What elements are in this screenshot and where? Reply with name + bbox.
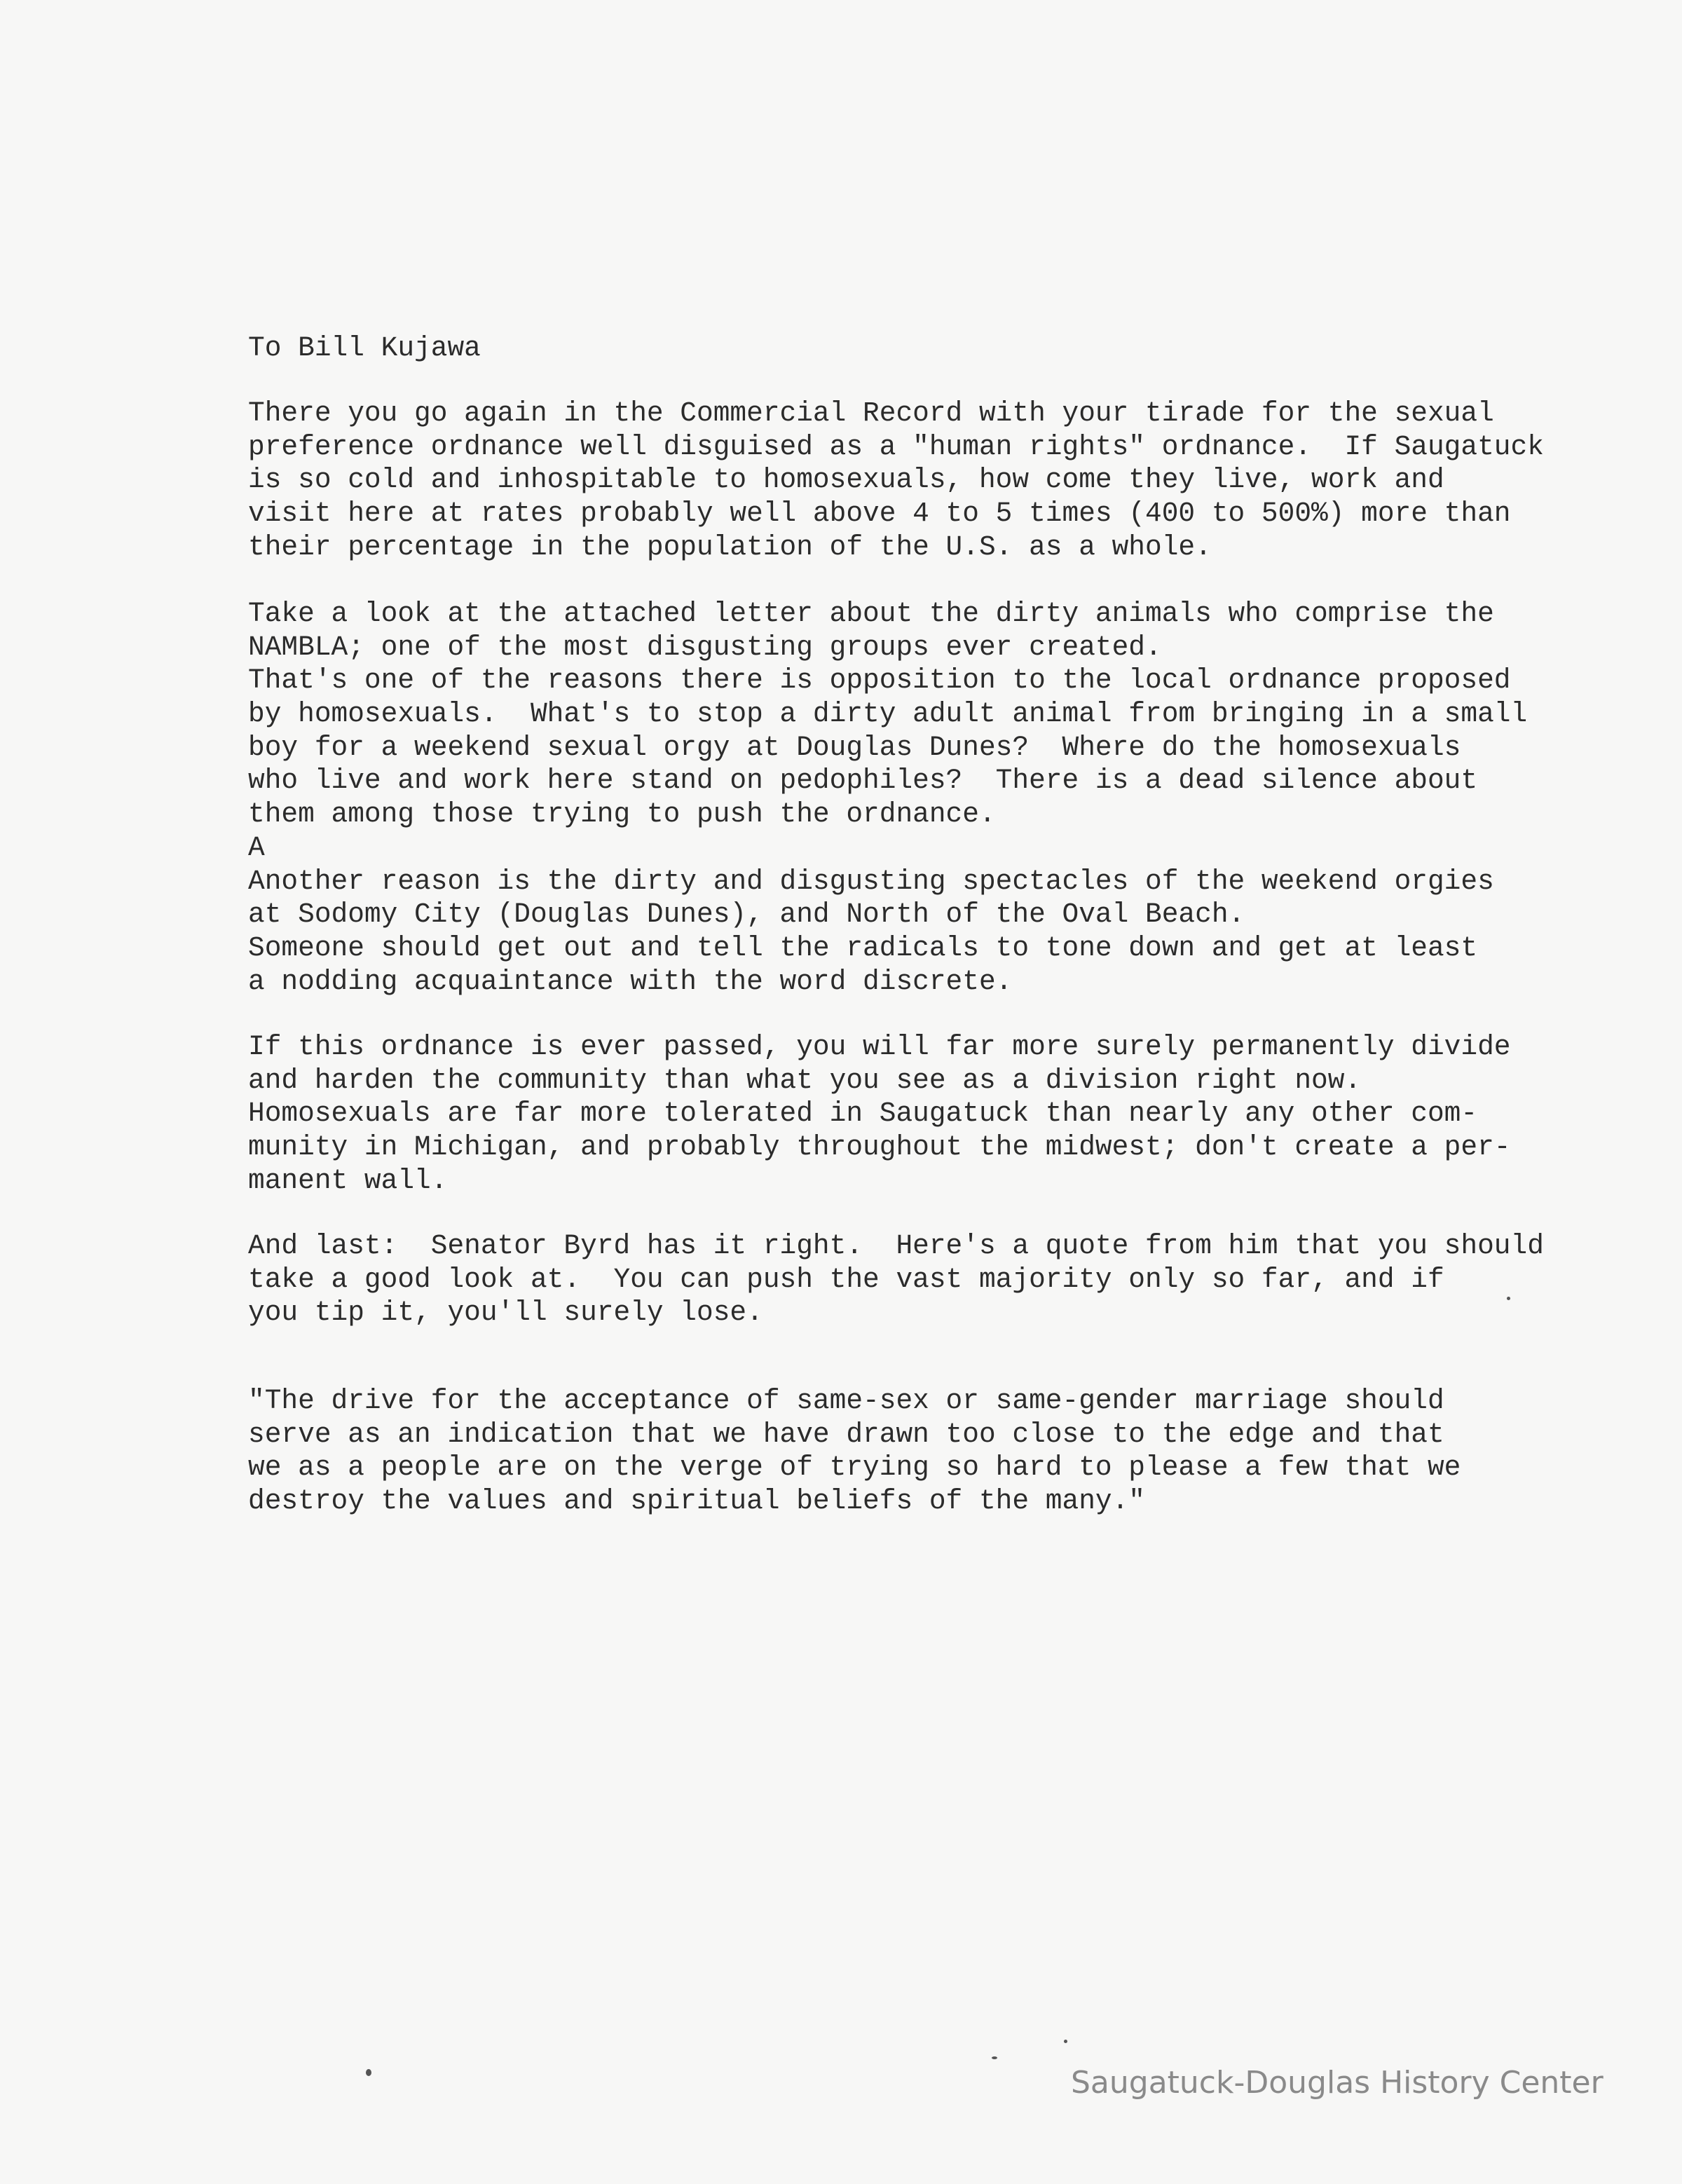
text-line: boy for a weekend sexual orgy at Douglas Dunes? Where do the homosexuals <box>248 731 1461 763</box>
text-line: To Bill Kujawa <box>248 332 481 364</box>
text-line: them among those trying to push the ordnance. <box>248 798 996 831</box>
text-line: serve as an indication that we have drawn too close to the edge and that <box>248 1418 1444 1450</box>
paper-speck <box>366 2069 371 2076</box>
text-line: take a good look at. You can push the vast majority only so far, and if <box>248 1263 1444 1295</box>
text-line: who live and work here stand on pedophiles? There is a dead silence about <box>248 765 1478 797</box>
paragraph-nambla-opposition <box>248 597 1527 998</box>
paper-speck <box>992 2056 997 2059</box>
text-line: manent wall. <box>248 1164 448 1196</box>
salutation <box>248 332 481 365</box>
text-line: preference ordnance well disguised as a "human rights" ordnance. If Saugatuck <box>248 430 1544 463</box>
text-line: Someone should get out and tell the radicals to tone down and get at least <box>248 931 1478 964</box>
text-line: we as a people are on the verge of trying so hard to please a few that we <box>248 1452 1461 1484</box>
text-line: If this ordnance is ever passed, you will far more surely permanently divide <box>248 1031 1511 1063</box>
text-line: and harden the community than what you see as a division right now. <box>248 1064 1362 1096</box>
text-line: by homosexuals. What's to stop a dirty adult animal from bringing in a small <box>248 698 1528 730</box>
text-line: NAMBLA; one of the most disgusting groups ever created. <box>248 631 1162 663</box>
text-line: "The drive for the acceptance of same-sex or same-gender marriage should <box>248 1385 1444 1417</box>
paragraph-senator-byrd <box>248 1229 1544 1330</box>
paragraph-quote <box>248 1384 1461 1518</box>
text-line: And last: Senator Byrd has it right. Here's a quote from him that you should <box>248 1230 1544 1262</box>
text-line: a nodding acquaintance with the word discrete. <box>248 965 1013 997</box>
text-line: Another reason is the dirty and disgusting spectacles of the weekend orgies <box>248 865 1494 897</box>
paragraph-ordnance-division <box>248 1030 1511 1197</box>
text-line: That's one of the reasons there is opposition to the local ordnance proposed <box>248 664 1511 697</box>
text-line: Take a look at the attached letter about the dirty animals who comprise the <box>248 598 1494 629</box>
text-line: their percentage in the population of the U.S. as a whole. <box>248 531 1212 563</box>
text-line: is so cold and inhospitable to homosexuals, how come they live, work and <box>248 464 1444 496</box>
text-line: destroy the values and spiritual beliefs of the many." <box>248 1485 1146 1517</box>
text-line: at Sodomy City (Douglas Dunes), and North of the Oval Beach. <box>248 899 1245 931</box>
archive-watermark: Saugatuck-Douglas History Center <box>1071 2065 1604 2101</box>
paper-speck <box>1507 1297 1510 1300</box>
paragraph-commercial-record <box>248 397 1544 564</box>
paper-speck <box>1064 2040 1067 2043</box>
text-line: visit here at rates probably well above 4 to 5 times (400 to 500%) more than <box>248 498 1511 530</box>
text-line: There you go again in the Commercial Record with your tirade for the sexual <box>248 397 1494 429</box>
text-line: Homosexuals are far more tolerated in Saugatuck than nearly any other com- <box>248 1098 1478 1130</box>
text-line: you tip it, you'll surely lose. <box>248 1297 763 1329</box>
text-line: munity in Michigan, and probably throughout the midwest; don't create a per- <box>248 1131 1511 1163</box>
text-line: A <box>248 831 265 864</box>
